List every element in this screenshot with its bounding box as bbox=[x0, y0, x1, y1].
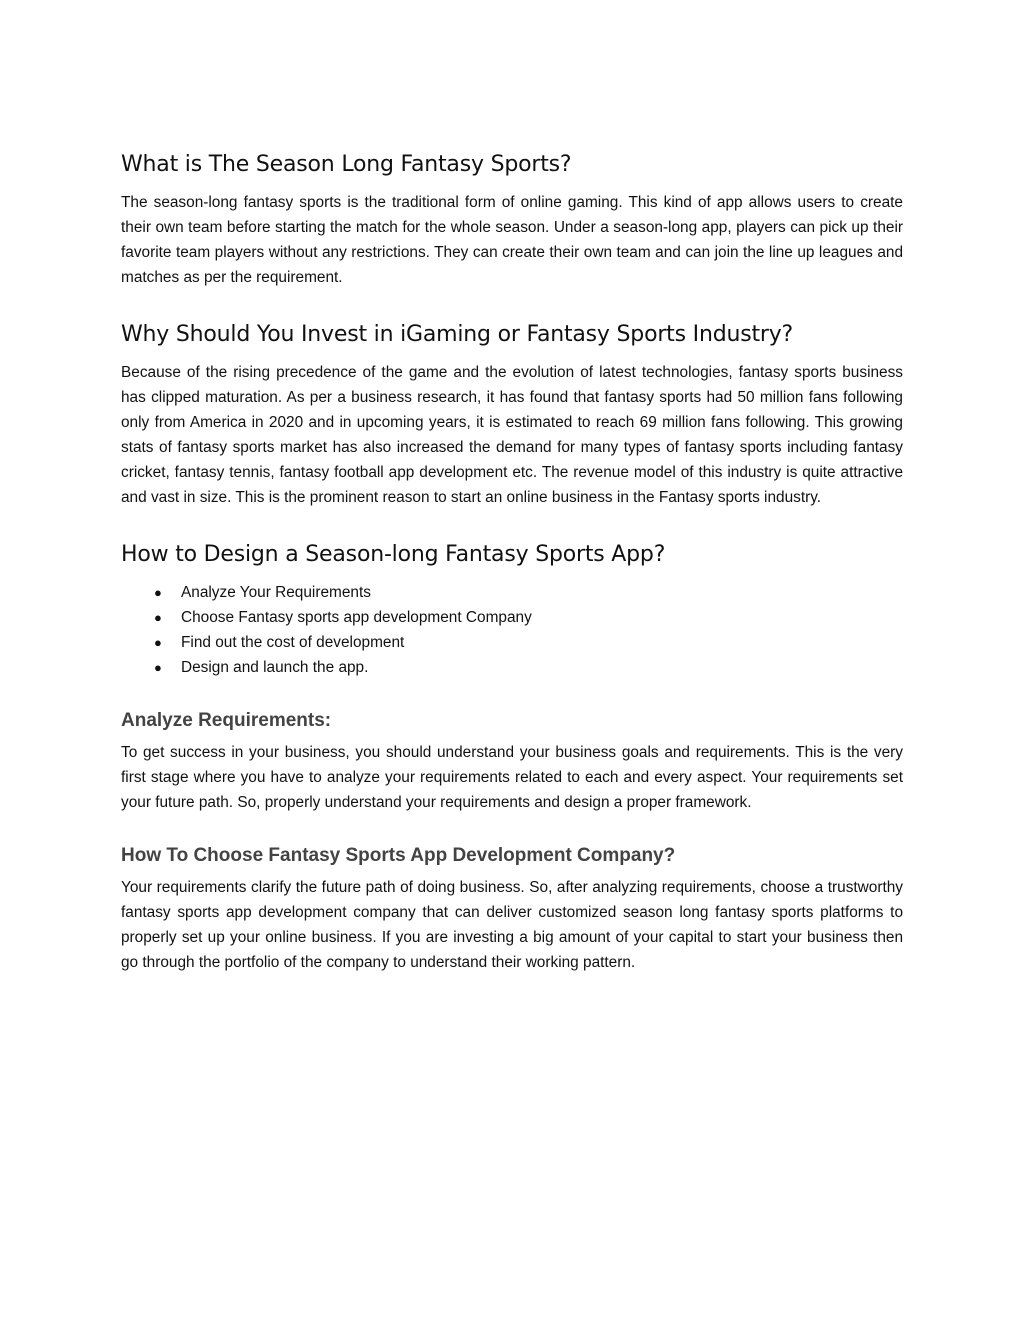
list-item-text: Analyze Your Requirements bbox=[181, 584, 371, 601]
section-heading-why-invest: Why Should You Invest in iGaming or Fantasy Sports Industry? bbox=[121, 322, 794, 347]
bullet-icon: ● bbox=[154, 635, 162, 650]
bullet-icon: ● bbox=[154, 610, 162, 625]
list-item bbox=[121, 655, 903, 680]
bullet-icon: ● bbox=[154, 660, 162, 675]
list-item bbox=[121, 605, 903, 630]
section-heading-how-to-design: How to Design a Season-long Fantasy Sports App? bbox=[121, 542, 666, 567]
section-heading-season-long: What is The Season Long Fantasy Sports? bbox=[121, 152, 572, 177]
paragraph-choose-company: Your requirements clarify the future path of doing business. So, after analyzing requirements, choose a trustworthy fantasy sports app development company that can deliver customized season long fantasy sports platforms to properly set up your online business. If you are investing a big amount of your capital to start your business then go through the portfolio of the company to understand their working pattern. bbox=[121, 879, 903, 971]
paragraph-why-invest: Because of the rising precedence of the game and the evolution of latest technologies, fantasy sports business has clipped maturation. As per a business research, it has found that fantasy sports had 50 million fans following only from America in 2020 and in upcoming years, it is estimated to reach 69 million fans following. This growing stats of fantasy sports market has also increased the demand for many types of fantasy sports including fantasy cricket, fantasy tennis, fantasy football app development etc. The revenue model of this industry is quite attractive and vast in size. This is the prominent reason to start an online business in the Fantasy sports industry. bbox=[121, 364, 903, 506]
paragraph-analyze-requirements: To get success in your business, you should understand your business goals and requirements. This is the very first stage where you have to analyze your requirements related to each and every aspect. Your requirements set your future path. So, properly understand your requirements and design a proper framework. bbox=[121, 744, 903, 811]
document-page bbox=[121, 150, 903, 975]
subheading-analyze-requirements: Analyze Requirements: bbox=[121, 710, 332, 731]
list-item-text: Choose Fantasy sports app development Company bbox=[181, 609, 532, 626]
list-item-text: Find out the cost of development bbox=[181, 634, 405, 651]
design-steps-list bbox=[121, 580, 903, 680]
list-item-text: Design and launch the app. bbox=[181, 659, 369, 676]
paragraph-season-long: The season-long fantasy sports is the traditional form of online gaming. This kind of app allows users to create their own team before starting the match for the whole season. Under a season-long app, players can pick up their favorite team players without any restrictions. They can create their own team and can join the line up leagues and matches as per the requirement. bbox=[121, 194, 903, 286]
list-item bbox=[121, 580, 903, 605]
subheading-choose-company: How To Choose Fantasy Sports App Development Company? bbox=[121, 845, 676, 866]
bullet-icon: ● bbox=[154, 585, 162, 600]
list-item bbox=[121, 630, 903, 655]
